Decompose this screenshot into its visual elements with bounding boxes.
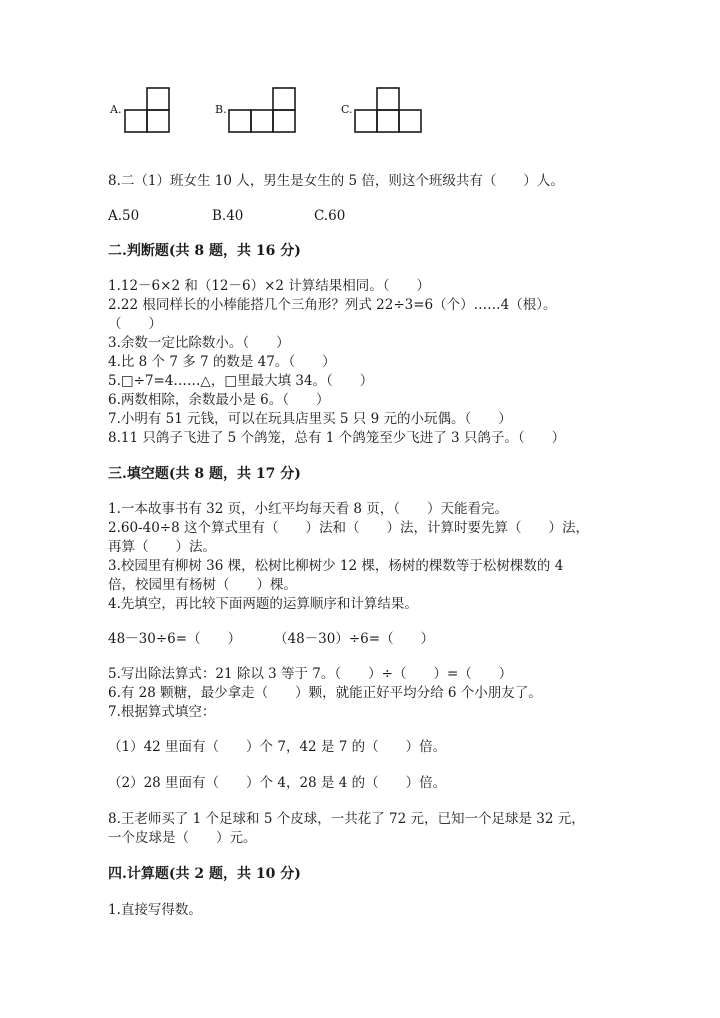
calc-right: （48－30）÷6=（ ）	[274, 631, 435, 647]
judge-item-1: 1.12－6×2 和（12－6）×2 计算结果相同。（ ）	[108, 278, 431, 294]
question-8-option-c: C.60	[314, 208, 346, 224]
judge-item-2: 2.22 根同样长的小棒能搭几个三角形？列式 22÷3=6（个）……4（根）。	[108, 297, 557, 313]
judge-item-6: 6.两数相除，余数最小是 6。（ ）	[108, 392, 330, 408]
question-8-text: 8.二（1）班女生 10 人，男生是女生的 5 倍，则这个班级共有（ ）人。	[108, 173, 564, 189]
figure-square	[229, 110, 251, 132]
calc-left: 48－30÷6=（ ）	[108, 631, 242, 647]
figure-square	[147, 110, 169, 132]
option-a-figure	[124, 87, 172, 135]
option-b-label: B.	[215, 103, 227, 116]
figure-square	[377, 110, 399, 132]
figure-square	[273, 110, 295, 132]
judge-item-3: 3.余数一定比除数小。（ ）	[108, 335, 290, 351]
figure-square	[399, 110, 421, 132]
judge-item-7: 7.小明有 51 元钱，可以在玩具店里买 5 只 9 元的小玩偶。（ ）	[108, 411, 512, 427]
fill-item-4: 4.先填空，再比较下面两题的运算顺序和计算结果。	[108, 596, 418, 612]
fill-item-7-sub-2: （2）28 里面有（ ）个 4，28 是 4 的（ ）倍。	[108, 775, 447, 791]
fill-item-2: 2.60-40÷8 这个算式里有（ ）法和（ ）法，计算时要先算（ ）法，	[108, 520, 589, 536]
fill-item-3-cont: 倍，校园里有杨树（ ）棵。	[108, 577, 297, 593]
fill-item-5: 5.写出除法算式：21 除以 3 等于 7。（ ）÷（ ）=（ ）	[108, 666, 513, 682]
fill-item-1: 1.一本故事书有 32 页，小红平均每天看 8 页，（ ）天能看完。	[108, 501, 509, 517]
fill-item-3: 3.校园里有柳树 36 棵，松树比柳树少 12 棵，杨树的棵数等于松树棵数的 4	[108, 558, 564, 574]
judge-item-5: 5.□÷7=4……△，□里最大填 34。（ ）	[108, 373, 374, 389]
question-8-option-b: B.40	[212, 208, 244, 224]
option-c-label: C.	[341, 103, 353, 116]
question-8-option-a: A.50	[108, 208, 140, 224]
fill-item-7: 7.根据算式填空：	[108, 704, 216, 720]
figure-square	[355, 110, 377, 132]
figure-square	[251, 110, 273, 132]
option-b-figure	[228, 87, 298, 135]
section-3-title: 三.填空题(共 8 题，共 17 分)	[108, 466, 301, 482]
fill-item-8-cont: 一个皮球是（ ）元。	[108, 830, 257, 846]
option-c-figure	[354, 87, 426, 135]
fill-item-2-cont: 再算（ ）法。	[108, 539, 216, 555]
judge-item-4: 4.比 8 个 7 多 7 的数是 47。（ ）	[108, 354, 336, 370]
section-2-title: 二.判断题(共 8 题，共 16 分)	[108, 243, 301, 259]
figure-square	[147, 88, 169, 110]
fill-item-8: 8.王老师买了 1 个足球和 5 个皮球，一共花了 72 元，已知一个足球是 32 元，	[108, 811, 585, 827]
figure-square	[125, 110, 147, 132]
figure-square	[273, 88, 295, 110]
fill-item-6: 6.有 28 颗糖，最少拿走（ ）颗，就能正好平均分给 6 个小朋友了。	[108, 685, 542, 701]
fill-item-7-sub-1: （1）42 里面有（ ）个 7，42 是 7 的（ ）倍。	[108, 739, 447, 755]
option-a-label: A.	[110, 103, 122, 116]
judge-item-2-blank: （ ）	[108, 316, 162, 332]
figure-square	[377, 88, 399, 110]
section-4-title: 四.计算题(共 2 题，共 10 分)	[108, 866, 301, 882]
judge-item-8: 8.11 只鸽子飞进了 5 个鸽笼，总有 1 个鸽笼至少飞进了 3 只鸽子。（ ）	[108, 430, 566, 446]
calc-item-1: 1.直接写得数。	[108, 902, 202, 918]
